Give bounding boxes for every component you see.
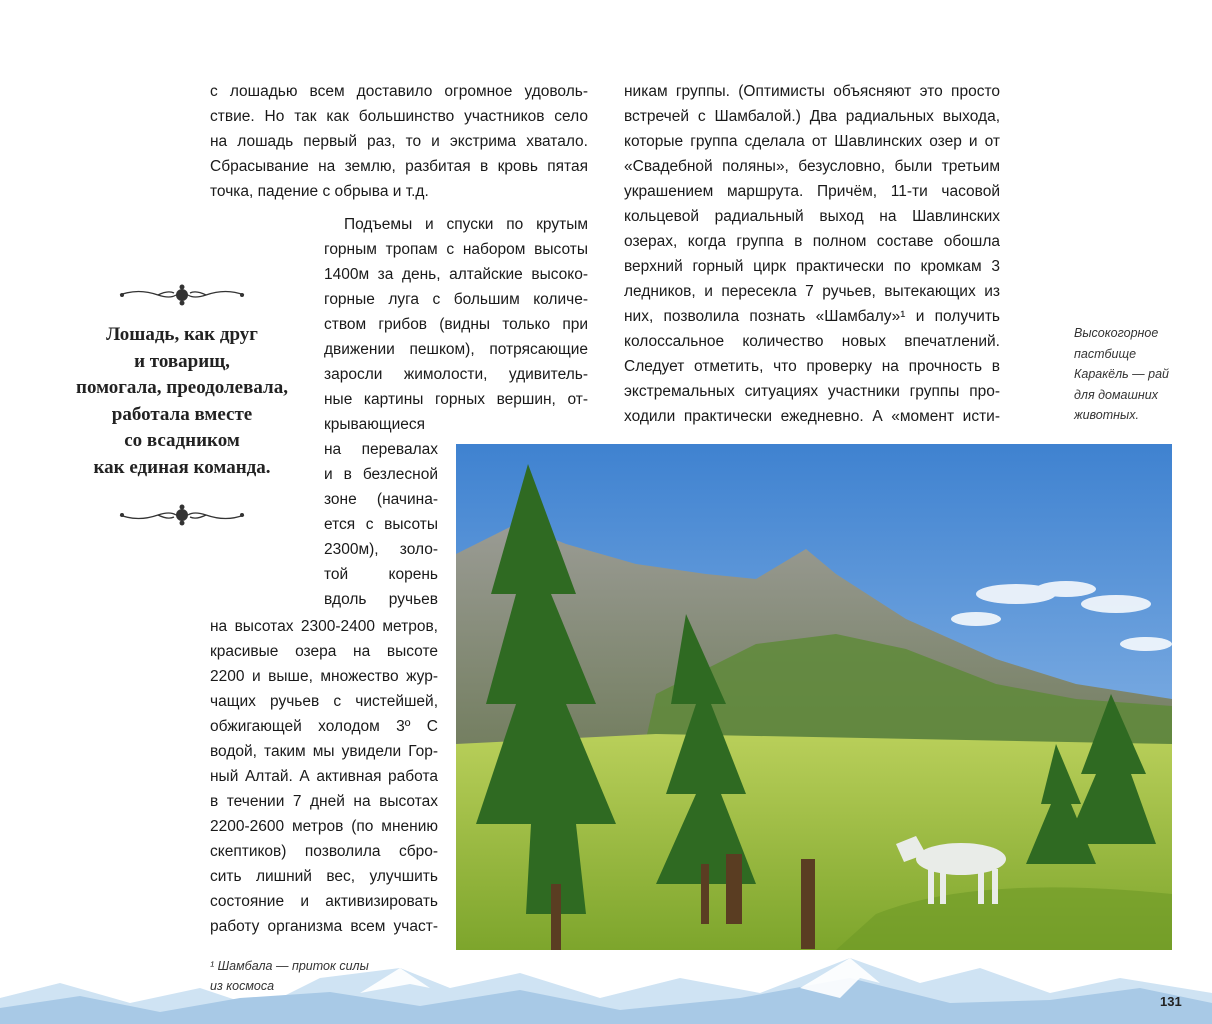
text-line: 2200 и выше, множество жур- — [210, 668, 438, 685]
text-line: на перевалах — [324, 441, 438, 458]
text-line: колоссальное количество новых впечатлений. — [624, 333, 1000, 350]
text-line: обжигающей холодом 3º С — [210, 718, 438, 735]
text-line: крывающиеся — [324, 416, 426, 433]
page-number: 131 — [1160, 994, 1182, 1009]
pull-quote-line: и товарищ, — [134, 350, 230, 372]
text-line: верхний горный цирк практически по кромкам 3 — [624, 258, 1000, 275]
landscape-photo — [456, 444, 1172, 950]
pull-quote-line: работала вместе — [111, 403, 253, 425]
text-line: вдоль ручьев — [324, 591, 438, 608]
text-line: 2200-2600 метров (по мнению — [210, 818, 438, 835]
pull-quote — [60, 322, 304, 481]
text-line: той корень — [324, 566, 438, 583]
text-line: чащих ручьев с чистейшей, — [210, 693, 438, 710]
text-line: движении пешком), потрясающие — [324, 341, 588, 358]
text-line: 1400м за день, алтайские высоко- — [324, 266, 588, 283]
text-line: Следует отметить, что проверку на прочность в — [624, 358, 1000, 375]
text-line: никам группы. (Оптимисты объясняют это просто — [624, 83, 1000, 100]
pull-quote-line: как единая команда. — [93, 456, 271, 478]
text-line: горные луга с большим количе- — [324, 291, 588, 308]
ornament-divider-icon — [118, 284, 246, 306]
caption-line: Каракёль — рай — [1074, 367, 1170, 381]
text-line: на высотах 2300-2400 метров, — [210, 618, 438, 635]
text-line: озерах, когда группа в полном составе обошла — [624, 233, 1000, 250]
text-line: ется с высоты — [324, 516, 438, 533]
text-line: кольцевой радиальный выход на Шавлинских — [624, 208, 1000, 225]
text-line: которые группа сделала от Шавлинских озер и от — [624, 133, 1000, 150]
text-line: ные картины горных вершин, от- — [324, 391, 588, 408]
text-line: встречей с Шамбалой.) Два радиальных выхода, — [624, 108, 1000, 125]
text-line: украшением маршрута. Причём, 11-ти часовой — [624, 183, 1000, 200]
ornament-divider-icon — [118, 504, 246, 526]
text-line: Подъемы и спуски по крутым — [344, 216, 588, 233]
footnote-line: из космоса — [210, 979, 275, 993]
text-line: заросли жимолости, удивитель- — [324, 366, 588, 383]
pull-quote-line: со всадником — [124, 430, 240, 451]
footnote-line: ¹ Шамбала — приток силы — [210, 959, 369, 973]
mountain-banner-decoration — [0, 948, 1212, 1024]
caption-line: пастбище — [1074, 346, 1137, 361]
text-line: и в безлесной — [324, 466, 438, 483]
text-line: сить лишний вес, улучшить — [210, 868, 438, 885]
text-line: ством грибов (видны только при — [324, 316, 588, 333]
text-line: состояние и активизировать — [210, 893, 438, 910]
text-line: 2300м), золо- — [324, 541, 438, 558]
caption-line: Высокогорное — [1074, 326, 1159, 340]
text-line: скептиков) позволила сбро- — [210, 843, 438, 860]
text-line: с лошадью всем доставило огромное удоволь- — [210, 83, 588, 100]
text-line: в течении 7 дней на высотах — [210, 793, 438, 810]
text-line: красивые озера на высоте — [210, 643, 438, 660]
text-line: «Свадебной поляны», безусловно, были третьим — [624, 158, 1000, 175]
text-line: них, позволила познать «Шамбалу»¹ и получить — [624, 308, 1000, 325]
text-line: ствие. Но так как большинство участников село — [210, 108, 588, 125]
caption-line: животных. — [1074, 408, 1139, 422]
text-line: горным тропам с набором высоты — [324, 241, 588, 258]
text-line: ный Алтай. А активная работа — [210, 768, 438, 785]
text-line: на лошадь первый раз, то и экстрима хватало. — [210, 133, 588, 150]
caption-line: для домашних — [1074, 387, 1158, 402]
text-line: зоне (начина- — [324, 491, 438, 508]
text-line: экстремальных ситуациях участники группы про- — [624, 383, 1000, 400]
text-line: ходили практически ежедневно. А «момент исти- — [624, 408, 1000, 425]
pull-quote-line: помогала, преодолевала, — [76, 377, 288, 398]
text-line: водой, таким мы увидели Гор- — [210, 743, 438, 760]
pull-quote-line: Лошадь, как друг — [106, 324, 258, 345]
text-line: Сбрасывание на землю, разбитая в кровь пятая — [210, 158, 588, 175]
text-line: точка, падение с обрыва и т.д. — [210, 183, 429, 200]
text-line: работу организма всем участ- — [210, 918, 438, 935]
photo-caption — [1074, 323, 1194, 426]
text-line: ледников, и пересекла 7 ручьев, вытекающих из — [624, 283, 1000, 300]
